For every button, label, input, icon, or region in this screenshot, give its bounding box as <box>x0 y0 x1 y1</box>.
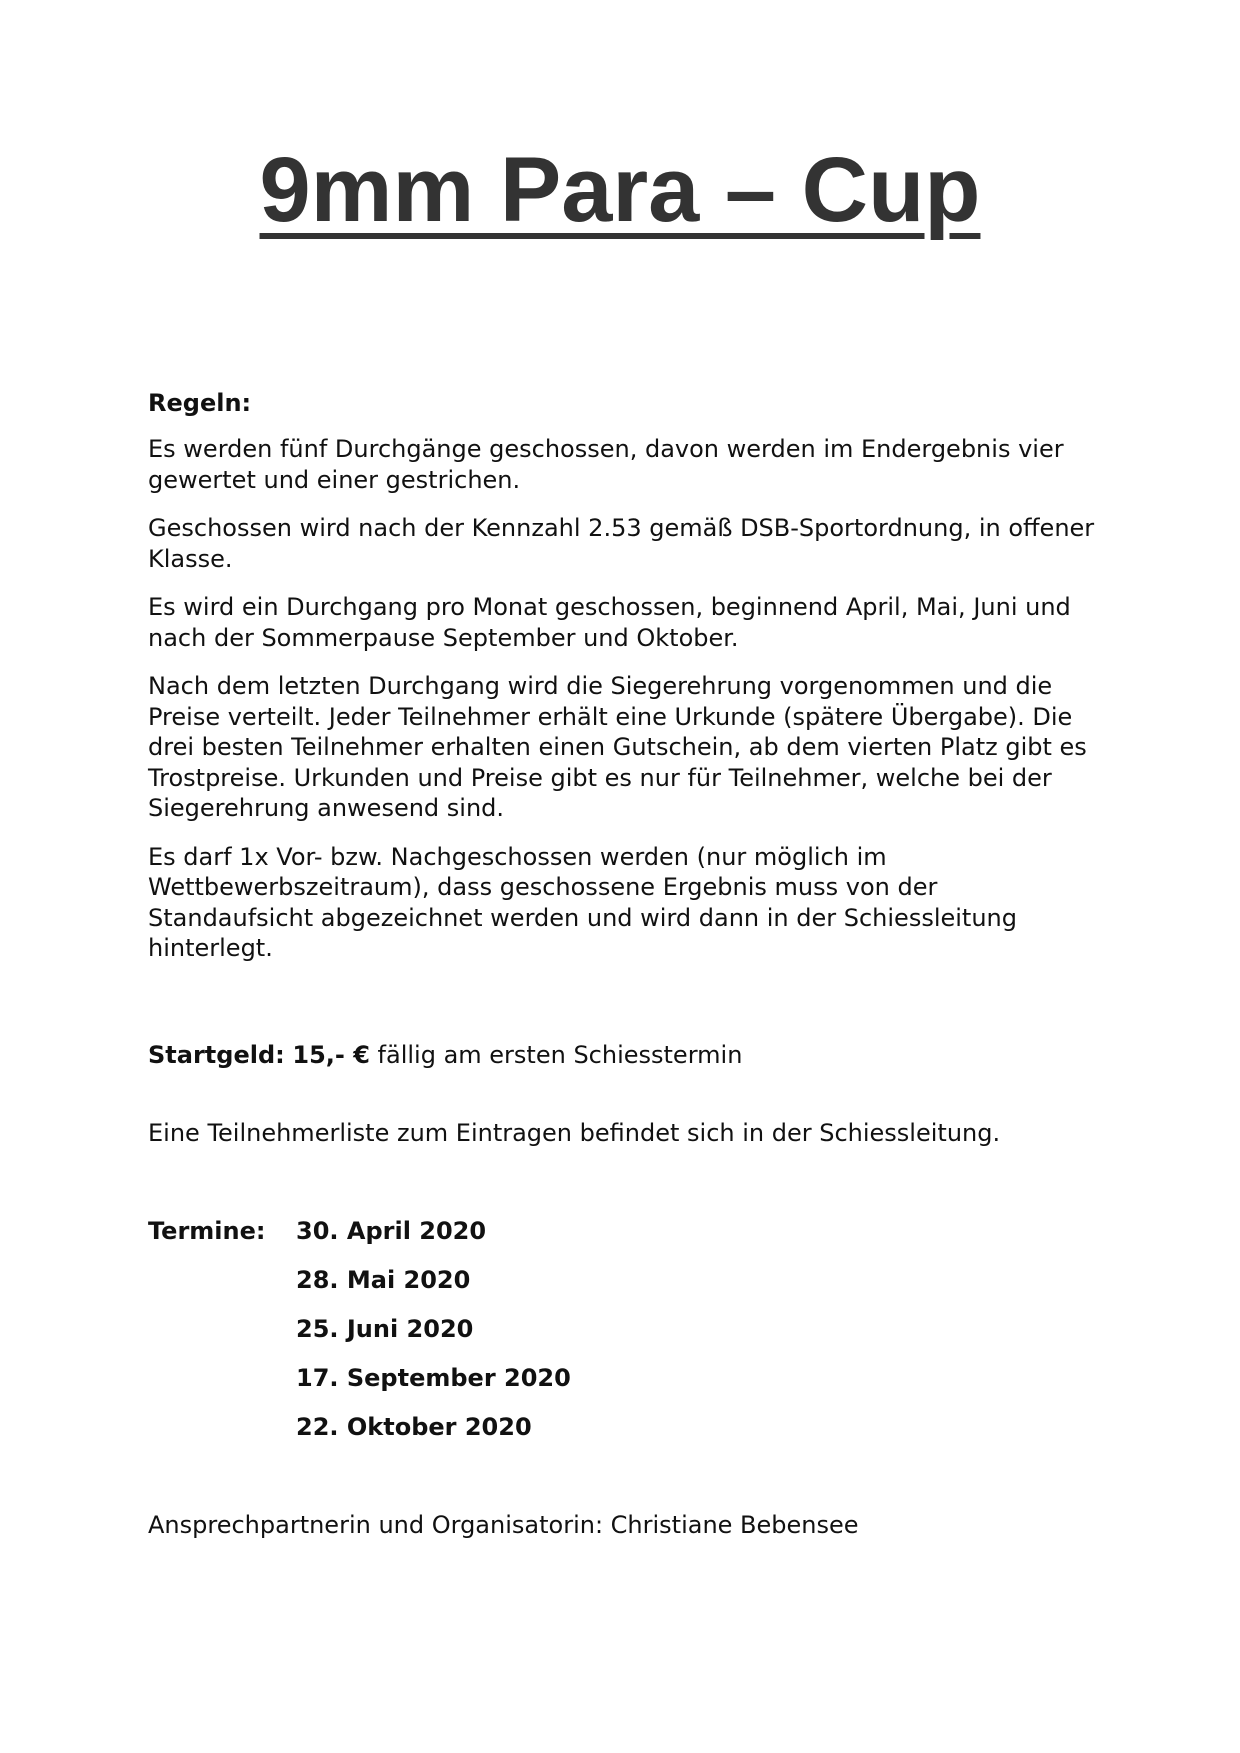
rules-paragraph-5: Es darf 1x Vor- bzw. Nachgeschossen werden (nur möglich im Wettbewerbszeitraum), dass geschossene Ergebnis muss von der Standaufsicht abgezeichnet werden und wird dann in der Schiessleitung hinterlegt. <box>148 842 1017 962</box>
contact-person: Ansprechpartnerin und Organisatorin: Christiane Bebensee <box>148 1511 859 1539</box>
dates-label: Termine: <box>148 1217 266 1245</box>
date-item: 28. Mai 2020 <box>296 1266 471 1294</box>
date-item: 30. April 2020 <box>296 1217 487 1245</box>
entry-fee <box>148 1040 1108 1070</box>
entry-fee-label: Startgeld: <box>148 1041 285 1069</box>
rules-paragraph-1: Es werden fünf Durchgänge geschossen, davon werden im Endergebnis vier gewertet und einer gestrichen. <box>148 435 1064 494</box>
participant-list-info: Eine Teilnehmerliste zum Eintragen befindet sich in der Schiessleitung. <box>148 1119 1001 1147</box>
page-title-text: 9mm Para – Cup <box>259 139 981 241</box>
date-item: 17. September 2020 <box>296 1364 571 1392</box>
dates-list <box>296 1216 571 1461</box>
rules-paragraph-4: Nach dem letzten Durchgang wird die Siegerehrung vorgenommen und die Preise verteilt. Jeder Teilnehmer erhält eine Urkunde (spätere Übergabe). Die drei besten Teilnehmer erhalten einen Gutschein, ab dem vierten Platz gibt es Trostpreise. Urkunden und Preise gibt es nur für Teilnehmer, welche bei der Siegerehrung anwesend sind. <box>148 672 1087 822</box>
entry-fee-amount: 15,- € <box>292 1041 370 1069</box>
rules-paragraph-2: Geschossen wird nach der Kennzahl 2.53 gemäß DSB-Sportordnung, in offener Klasse. <box>148 514 1095 573</box>
rules-section <box>148 388 1108 982</box>
page-title <box>0 130 1240 250</box>
date-item: 25. Juni 2020 <box>296 1315 474 1343</box>
rules-paragraph-3: Es wird ein Durchgang pro Monat geschossen, beginnend April, Mai, Juni und nach der Sommerpause September und Oktober. <box>148 593 1071 652</box>
entry-fee-note: fällig am ersten Schiesstermin <box>377 1041 743 1069</box>
rules-heading: Regeln: <box>148 389 252 417</box>
date-item: 22. Oktober 2020 <box>296 1413 532 1441</box>
